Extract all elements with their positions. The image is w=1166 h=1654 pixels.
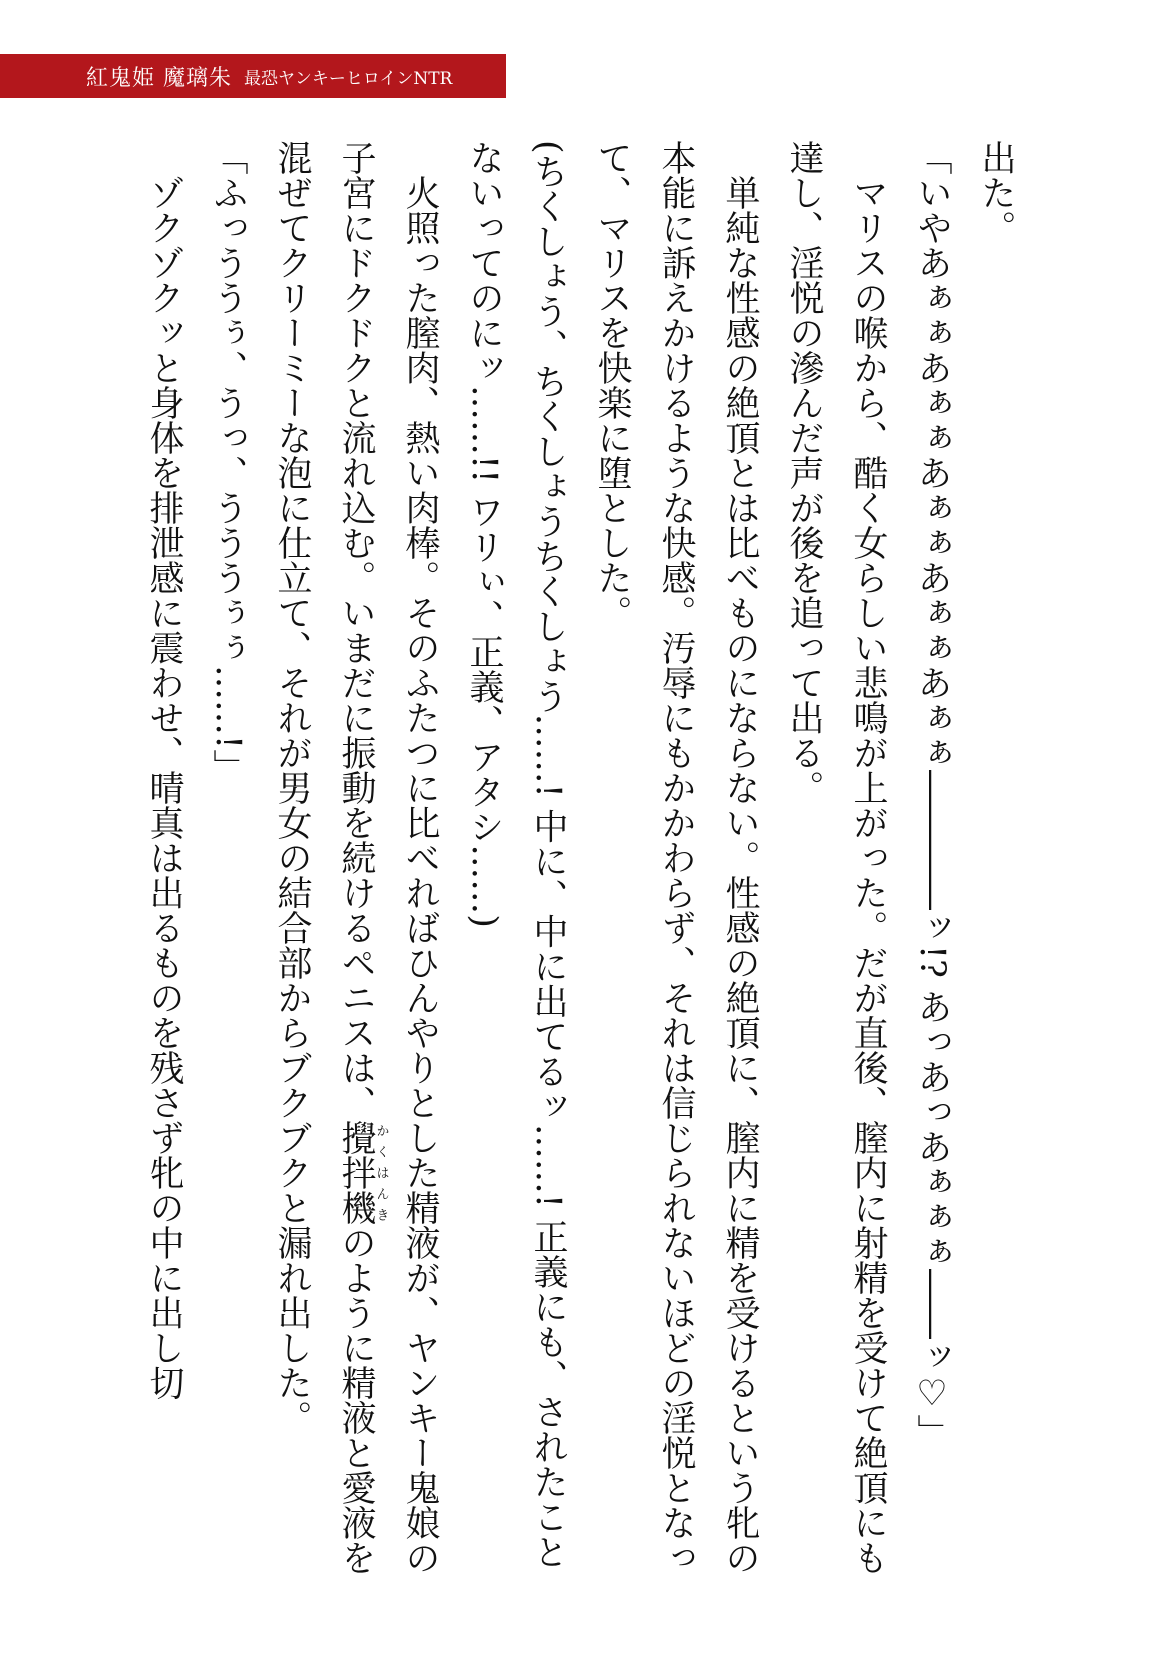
paragraph-text: のように精液と愛液を混ぜてクリーミーな泡に仕立て、それが男女の結合部からブクブクと漏れ出した。: [272, 140, 376, 1575]
book-title: 紅鬼姫 魔璃朱: [86, 65, 232, 91]
paragraph: マリスの喉から、酷く女らしい悲鳴が上がった。だが直後、膣内に射精を受けて絶頂にも達し、淫悦の滲んだ声が後を追って出る。: [784, 140, 888, 1575]
ruby-annotation: [336, 1120, 389, 1225]
book-subtitle: 最恐ヤンキーヒロインNTR: [244, 68, 453, 89]
ruby-reading: かくはんき: [373, 1120, 389, 1225]
paragraph-text: 火照った膣肉、熱い肉棒。そのふたつに比べればひんやりとした精液が、ヤンキー鬼娘の子宮にドクドクと流れ込む。いまだに振動を続けるペニスは、: [336, 140, 440, 1575]
paragraph: ゾクゾクッと身体を排泄感に震わせ、晴真は出るものを残さず牝の中に出し切: [144, 175, 184, 1400]
paragraph: 出た。: [976, 140, 1016, 245]
paragraph: 単純な性感の絶頂とは比べものにならない。性感の絶頂に、膣内に精を受けるという牝の本能に訴えかけるような快感。汚辱にもかかわらず、それは信じられないほどの淫悦となって、マリスを快楽に堕とした。: [592, 140, 760, 1575]
paragraph: [260, 140, 452, 1600]
header-band: [0, 54, 506, 98]
paragraph: (ちくしょう、ちくしょうちくしょう……! 中に、中に出てるッ……! 正義にも、されたことないってのにッ……!! ワリぃ、正義、アタシ……): [464, 140, 568, 1570]
paragraph: 「いやあぁぁあぁぁあぁぁあぁぁあぁぁ――――ッ!? あっあっあぁぁぁ――ッ♡」: [912, 140, 952, 1449]
novel-text: [108, 140, 1028, 1600]
paragraph: 「ふっううぅ、うっ、うううぅぅ……!」: [208, 140, 248, 785]
ruby-base: 攪拌機: [336, 1120, 376, 1225]
